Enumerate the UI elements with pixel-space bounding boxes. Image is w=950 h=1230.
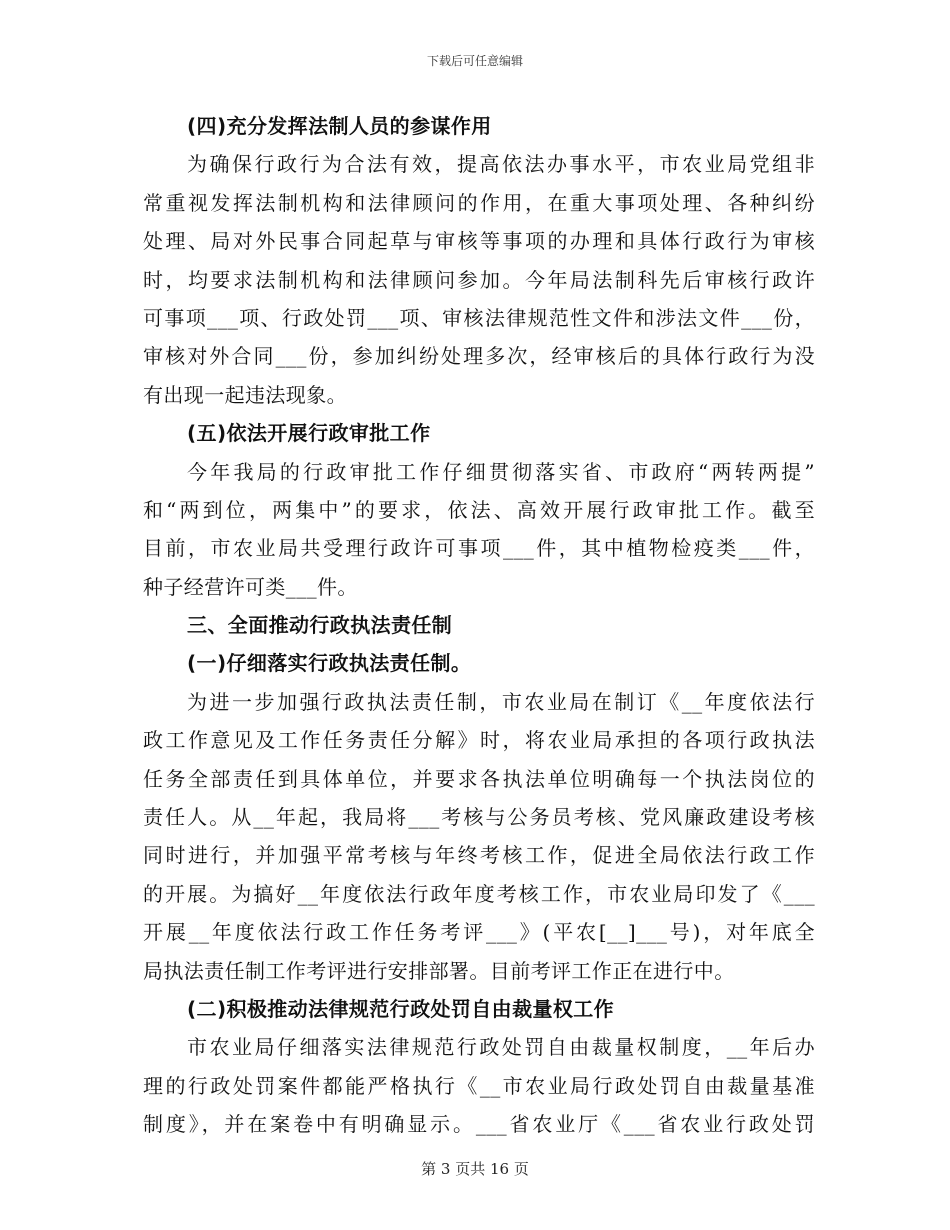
- paragraph-line: 制度》，并在案卷中有明确显示。___省农业厅《___省农业行政处罚: [143, 1112, 815, 1137]
- paragraph-line: 今年我局的行政审批工作仔细贯彻落实省、市政府“两转两提”: [187, 459, 815, 484]
- paragraph-line: 任务全部责任到具体单位，并要求各执法单位明确每一个执法岗位的: [143, 766, 815, 791]
- section-heading: (二)积极推动法律规范行政处罚自由裁量权工作: [187, 996, 615, 1021]
- paragraph-line: 同时进行，并加强平常考核与年终考核工作，促进全局依法行政工作: [143, 843, 815, 868]
- paragraph-line: 常重视发挥法制机构和法律顾问的作用，在重大事项处理、各种纠纷: [143, 190, 815, 215]
- section-heading: 三、全面推动行政执法责任制: [187, 613, 453, 638]
- paragraph-line: 种子经营许可类___件。: [143, 574, 358, 599]
- section-heading: (五)依法开展行政审批工作: [187, 421, 431, 446]
- paragraph-line: 时，均要求法制机构和法律顾问参加。今年局法制科先后审核行政许: [143, 267, 815, 292]
- paragraph-line: 开展__年度依法行政工作任务考评___》(平农[__]___号)，对年底全: [143, 920, 815, 945]
- section-heading: (四)充分发挥法制人员的参谋作用: [187, 114, 492, 138]
- paragraph-line: 有出现一起违法现象。: [143, 382, 347, 407]
- paragraph-line: 局执法责任制工作考评进行安排部署。目前考评工作正在进行中。: [143, 958, 735, 983]
- section-heading: (一)仔细落实行政执法责任制。: [187, 651, 472, 676]
- paragraph-line: 审核对外合同___份，参加纠纷处理多次，经审核后的具体行政行为没: [143, 344, 815, 369]
- page-number: 第 3 页共 16 页: [421, 1160, 529, 1178]
- document-body: [143, 107, 815, 1144]
- paragraph-line: 和“两到位，两集中”的要求，依法、高效开展行政审批工作。截至: [143, 497, 815, 522]
- page-header: 下载后可任意编辑: [426, 54, 523, 68]
- paragraph-line: 为确保行政行为合法有效，提高依法办事水平，市农业局党组非: [187, 152, 815, 177]
- paragraph-line: 的开展。为搞好__年度依法行政年度考核工作，市农业局印发了《___: [143, 881, 815, 906]
- paragraph-line: 市农业局仔细落实法律规范行政处罚自由裁量权制度，__年后办: [187, 1035, 815, 1060]
- paragraph-line: 目前，市农业局共受理行政许可事项___件，其中植物检疫类___件，: [143, 536, 815, 561]
- paragraph-line: 为进一步加强行政执法责任制，市农业局在制订《__年度依法行: [187, 689, 815, 714]
- paragraph-line: 政工作意见及工作任务责任分解》时，将农业局承担的各项行政执法: [143, 728, 815, 753]
- paragraph-line: 处理、局对外民事合同起草与审核等事项的办理和具体行政行为审核: [143, 229, 815, 254]
- paragraph-line: 责任人。从__年起，我局将___考核与公务员考核、党风廉政建设考核: [143, 805, 815, 830]
- paragraph-line: 可事项___项、行政处罚___项、审核法律规范性文件和涉法文件___份，: [143, 305, 815, 330]
- paragraph-line: 理的行政处罚案件都能严格执行《__市农业局行政处罚自由裁量基准: [143, 1073, 815, 1098]
